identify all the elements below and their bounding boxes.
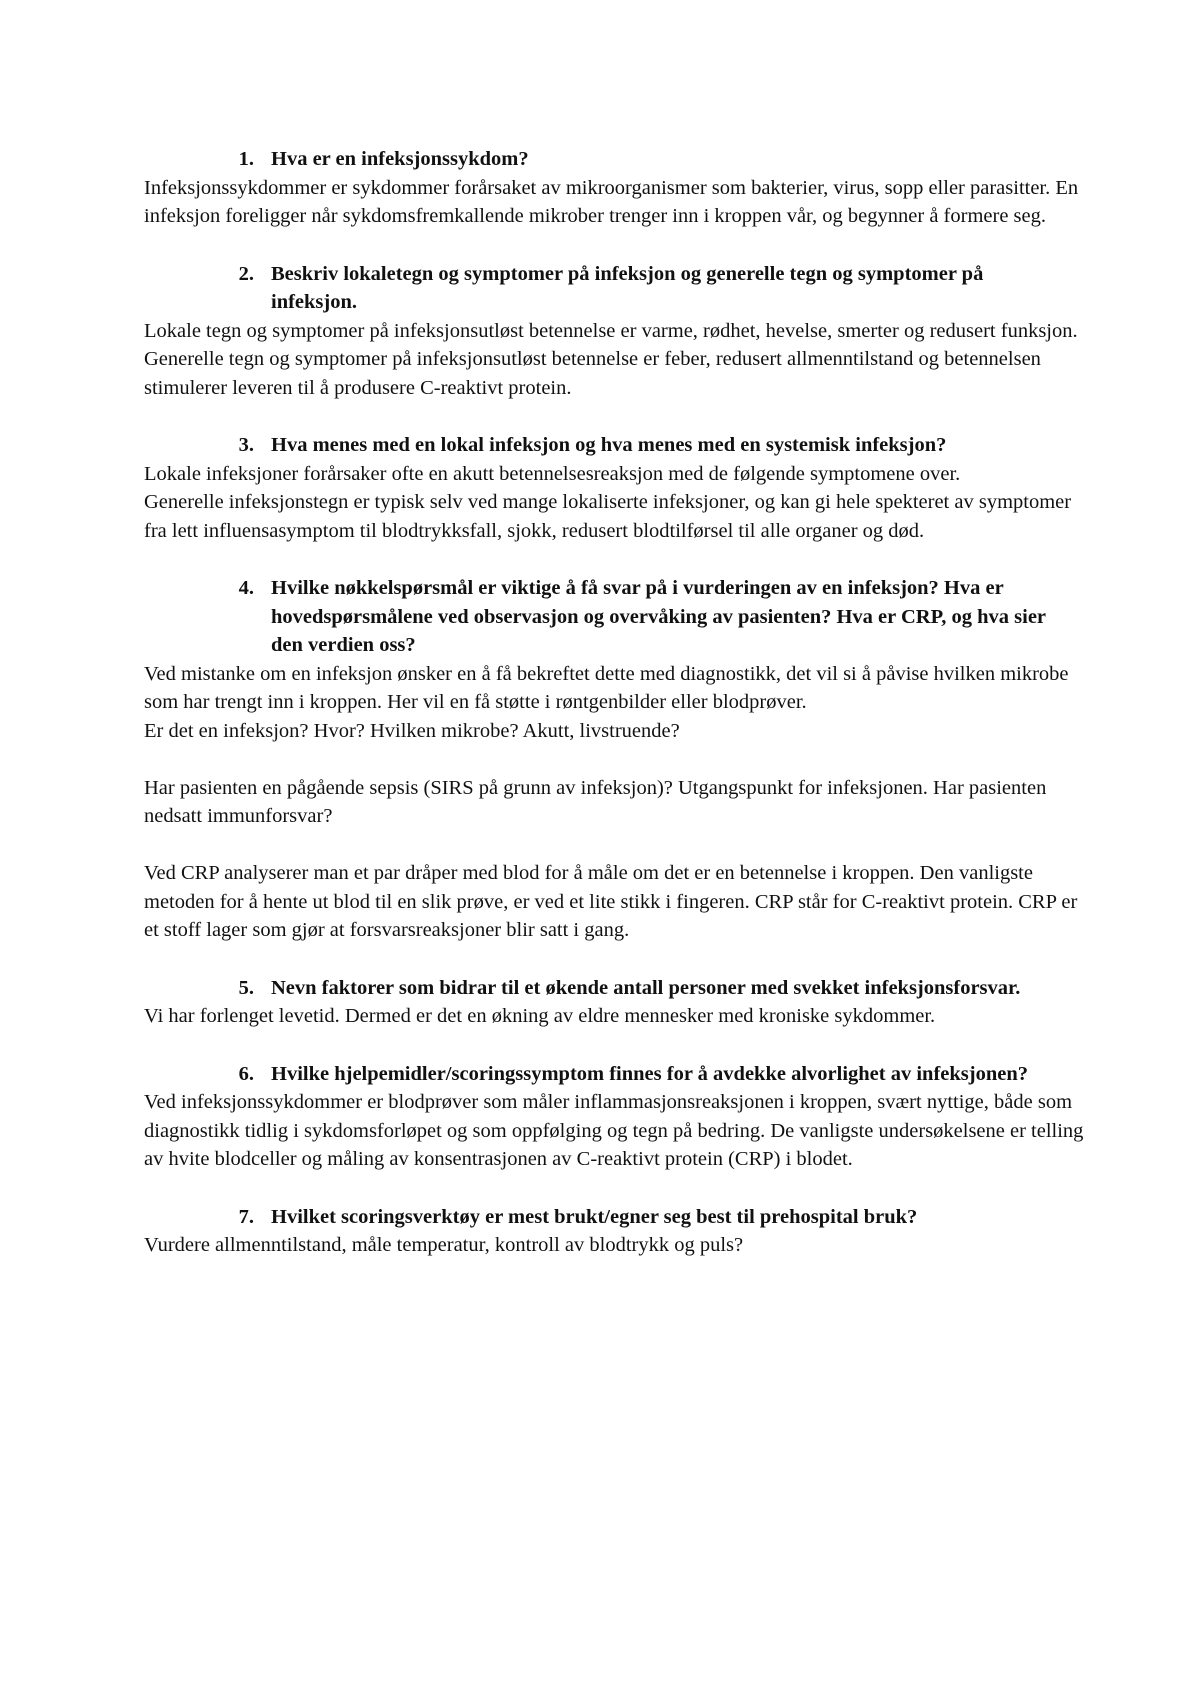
answer-paragraph: Ved mistanke om en infeksjon ønsker en å få bekreftet dette med diagnostikk, det vil si å påvise hvilken mikrobe som har trengt inn i kroppen. Her vil en få støtte i røntgenbilder eller blodprøver. <box>144 662 1069 713</box>
question-heading <box>144 1060 1094 1089</box>
question-title: Hvilke nøkkelspørsmål er viktige å få svar på i vurderingen av en infeksjon? Hva er hovedspørsmålene ved observasjon og overvåking av pasienten? Hva er CRP, og hva sier den verdien oss? <box>271 577 1046 656</box>
question-number: 4. <box>238 577 254 599</box>
question-title: Nevn faktorer som bidrar til et økende antall personer med svekket infeksjonsforsvar. <box>271 976 1021 999</box>
answer-paragraph: Lokale infeksjoner forårsaker ofte en akutt betennelsesreaksjon med de følgende symptomene over. <box>144 462 961 485</box>
question-heading <box>144 1203 1094 1232</box>
answer-paragraph: Infeksjonssykdommer er sykdommer forårsaket av mikroorganismer som bakterier, virus, sopp eller parasitter. En infeksjon foreligger når sykdomsfremkallende mikrober trenger inn i kroppen vår, og begynner å formere seg. <box>144 176 1079 227</box>
question-number: 6. <box>238 1062 254 1085</box>
question-block <box>144 260 1094 403</box>
document-content <box>144 145 1094 1289</box>
blank-line <box>144 831 1094 860</box>
question-number: 1. <box>238 148 254 170</box>
question-number: 3. <box>238 434 254 456</box>
question-heading <box>144 574 1094 660</box>
answer-paragraph: Vi har forlenget levetid. Dermed er det en økning av eldre mennesker med kroniske sykdommer. <box>144 1005 936 1027</box>
question-block <box>144 1060 1094 1174</box>
question-title: Hva er en infeksjonssykdom? <box>271 148 529 170</box>
answer-body <box>144 460 1094 546</box>
answer-paragraph: Ved infeksjonssykdommer er blodprøver som måler inflammasjonsreaksjonen i kroppen, svært nyttige, både som diagnostikk tidlig i sykdomsforløpet og som oppfølging og tegn på bedring. De vanligste undersøkelsene er telling av hvite blodceller og måling av konsentrasjonen av C-reaktivt protein (CRP) i blodet. <box>144 1091 1084 1170</box>
answer-body <box>144 1088 1094 1174</box>
answer-paragraph: Har pasienten en pågående sepsis (SIRS på grunn av infeksjon)? Utgangspunkt for infeksjonen. Har pasienten nedsatt immunforsvar? <box>144 776 1047 827</box>
question-heading <box>144 974 1094 1003</box>
answer-paragraph: Er det en infeksjon? Hvor? Hvilken mikrobe? Akutt, livstruende? <box>144 719 680 742</box>
question-title: Hvilke hjelpemidler/scoringssymptom finnes for å avdekke alvorlighet av infeksjonen? <box>271 1062 1028 1085</box>
answer-body <box>144 174 1094 231</box>
question-title: Hva menes med en lokal infeksjon og hva menes med en systemisk infeksjon? <box>271 434 947 456</box>
answer-paragraph: Lokale tegn og symptomer på infeksjonsutløst betennelse er varme, rødhet, hevelse, smerter og redusert funksjon. <box>144 319 1078 342</box>
question-heading <box>144 260 1094 317</box>
blank-line <box>144 745 1094 774</box>
question-number: 7. <box>238 1205 254 1228</box>
question-block <box>144 974 1094 1031</box>
answer-body <box>144 1231 1094 1260</box>
question-title: Hvilket scoringsverktøy er mest brukt/egner seg best til prehospital bruk? <box>271 1205 918 1228</box>
answer-paragraph: Generelle infeksjonstegn er typisk selv ved mange lokaliserte infeksjoner, og kan gi hele spekteret av symptomer fra lett influensasymptom til blodtrykksfall, sjokk, redusert blodtilførsel til alle organer og død. <box>144 491 1072 542</box>
question-block <box>144 145 1094 231</box>
answer-paragraph: Generelle tegn og symptomer på infeksjonsutløst betennelse er feber, redusert allmenntilstand og betennelsen stimulerer leveren til å produsere C-reaktivt protein. <box>144 348 1041 399</box>
question-title: Beskriv lokaletegn og symptomer på infeksjon og generelle tegn og symptomer på infeksjon. <box>271 262 984 313</box>
answer-body <box>144 317 1094 403</box>
question-block <box>144 1203 1094 1260</box>
answer-body <box>144 660 1094 945</box>
question-block <box>144 431 1094 545</box>
question-number: 5. <box>238 976 254 999</box>
question-heading <box>144 431 1094 460</box>
answer-paragraph: Ved CRP analyserer man et par dråper med blod for å måle om det er en betennelse i kroppen. Den vanligste metoden for å hente ut blod til en slik prøve, er ved et lite stikk i fingeren. CRP står for C-reaktivt protein. CRP er et stoff lager som gjør at forsvarsreaksjoner blir satt i gang. <box>144 862 1078 941</box>
question-number: 2. <box>238 262 254 285</box>
question-heading <box>144 145 1094 174</box>
question-block <box>144 574 1094 945</box>
answer-body <box>144 1002 1094 1031</box>
answer-paragraph: Vurdere allmenntilstand, måle temperatur, kontroll av blodtrykk og puls? <box>144 1234 744 1256</box>
